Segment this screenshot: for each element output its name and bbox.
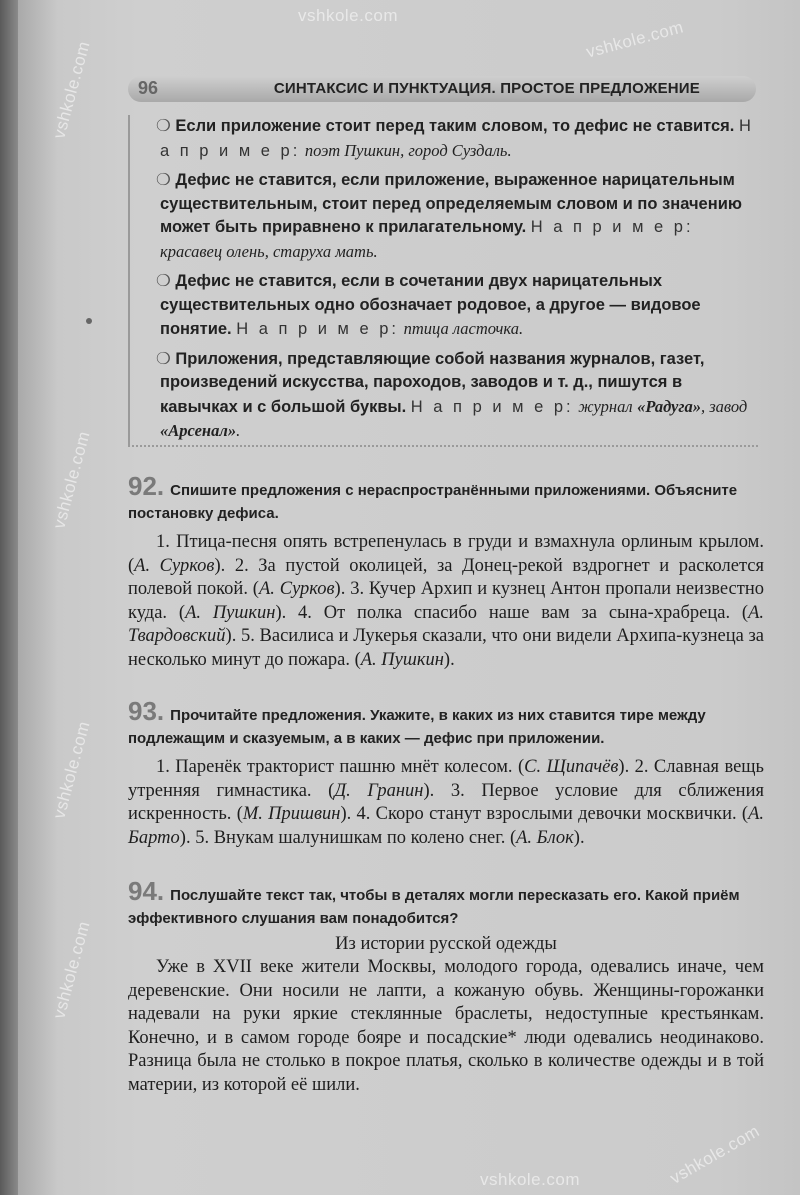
rule-example: «Радуга» — [637, 396, 701, 416]
book-spine — [0, 0, 18, 1195]
exercise-text — [128, 756, 764, 850]
instruction-text: Послушайте текст так, чтобы в деталях могли пересказать его. Какой приём эффективного слушания вам понадобится? — [128, 887, 740, 927]
author: М. Пришвин — [242, 804, 341, 824]
rule-example: журнал — [578, 396, 633, 416]
instruction-text: Прочитайте предложения. Укажите, в каких из них ставится тире между подлежащим и сказуемым, а в каких — дефис при приложении. — [128, 707, 706, 747]
example-marker: Н а п р и м е р: — [410, 397, 574, 416]
exercise-instruction — [128, 471, 764, 525]
exercise-92 — [128, 471, 765, 672]
watermark: vshkole.com — [49, 39, 94, 141]
watermark: vshkole.com — [49, 429, 94, 531]
instruction-text: Спишите предложения с нераспространёнными приложениями. Объясните постановку дефиса. — [128, 482, 738, 522]
author: С. Щипачёв — [524, 757, 619, 777]
watermark: vshkole.com — [584, 17, 686, 62]
rule-item — [130, 115, 758, 163]
sentence: ). 5. Василиса и Лукерья сказали, что они видели Архипа-кузнеца за несколько минут до пожара. ( — [128, 626, 764, 670]
author: Д. Гранин — [334, 780, 424, 801]
sentence: ). 5. Внукам шалунишкам по колено снег. ( — [179, 827, 517, 848]
rule-example: , завод — [700, 396, 748, 416]
rule-item — [130, 270, 758, 342]
rule-item — [130, 169, 758, 264]
exercise-number: 94. — [128, 876, 165, 906]
circle-bullet-icon: ❍ — [156, 171, 171, 189]
author: А. Блок — [516, 827, 574, 848]
author: А. Сурков — [258, 579, 335, 599]
sentence: ). 2. За пустой околицей, за Донец-рекой вздрогнет и расколется полевой покой. ( — [128, 555, 764, 599]
sentence: 1. Птица-песня опять встрепенулась в груди и взмахнула орлиным крылом. ( — [128, 532, 764, 576]
author: А. Пушкин — [185, 602, 276, 623]
exercise-number: 93. — [128, 696, 165, 726]
watermark: vshkole.com — [666, 1121, 763, 1188]
rule-text: Приложения, представляющие собой названия журналов, газет, произведений искусства, пароходов, заводов и т. д., пишутся в кавычках и с большой буквы. — [160, 349, 705, 416]
sentence: ). 3. Первое условие для сближения искренность. ( — [128, 780, 764, 824]
exercise-instruction — [128, 696, 764, 750]
watermark: vshkole.com — [49, 919, 94, 1021]
circle-bullet-icon: ❍ — [156, 117, 171, 135]
example-marker: Н а п р и м е р: — [530, 218, 694, 236]
exercise-instruction — [128, 876, 764, 930]
example-marker: Н а п р и м е р: — [236, 320, 400, 338]
rule-text: Дефис не ставится, если в сочетании двух нарицательных существительных одно обозначает родовое, а другое — видовое понятие. — [160, 272, 701, 338]
sentence: ). — [573, 827, 585, 848]
sentence: ). — [443, 649, 455, 670]
rule-text: Дефис не ставится, если приложение, выраженное нарицательным существительным, стоит перед определяемым словом и по значению может быть приравнено к прилагательному. — [160, 171, 742, 236]
rule-example: красавец олень, старуха мать. — [160, 241, 378, 261]
sentence: ). 4. От полка спасибо наше вам за сына-храбреца. ( — [275, 602, 749, 623]
watermark: vshkole.com — [298, 6, 398, 25]
exercise-93 — [128, 696, 764, 850]
sentence: ). 3. Кучер Архип и кузнец Антон пропали неизвестно куда. ( — [128, 579, 765, 623]
example-marker: Н а п р и м е р: — [160, 117, 754, 160]
story-text: Уже в XVII веке жители Москвы, молодого города, одевались иначе, чем деревенские. Они носили не лапти, а кожаную обувь. Женщины-горожанки надевали на руки яркие стеклянные браслеты, недоступные крестьянкам. Конечно, и в самом городе бояре и посадские* люди одевались неодинаково. Разница была не столько в покрое платья, сколько в количестве одежды и в той материи, из которой её шили. — [128, 957, 764, 1095]
sentence: 1. Паренёк тракторист пашню мнёт колесом. ( — [156, 757, 525, 777]
rule-item — [130, 348, 758, 444]
page-header — [128, 76, 756, 102]
circle-bullet-icon: ❍ — [156, 349, 171, 368]
rule-example: птица ласточка. — [403, 319, 524, 338]
author: А. Сурков — [134, 555, 215, 576]
rule-example: . — [236, 421, 241, 440]
circle-bullet-icon: ❍ — [156, 272, 171, 290]
author: А. Пушкин — [360, 649, 444, 670]
rule-text: Если приложение стоит перед таким словом, то дефис не ставится. — [175, 117, 735, 135]
rule-box — [128, 115, 758, 447]
margin-dot — [86, 318, 92, 324]
page-number: 96 — [138, 78, 159, 98]
exercise-text — [128, 531, 764, 672]
exercise-94 — [128, 876, 764, 1097]
watermark: vshkole.com — [49, 719, 94, 821]
sentence: ). 2. Славная вещь утренняя гимнастика. ( — [128, 757, 764, 801]
author: А. Твардовский — [128, 602, 764, 646]
sentence: ). 4. Скоро станут взрослыми девочки москвички. ( — [340, 804, 749, 824]
exercise-number: 92. — [128, 471, 165, 501]
page-title: СИНТАКСИС И ПУНКТУАЦИЯ. ПРОСТОЕ ПРЕДЛОЖЕНИЕ — [273, 80, 700, 97]
rule-example: «Арсенал» — [160, 421, 237, 440]
watermark: vshkole.com — [480, 1170, 580, 1189]
author: А. Барто — [128, 804, 764, 848]
story-title: Из истории русской одежды — [335, 934, 557, 954]
rule-example: поэт Пушкин, город Суздаль. — [304, 140, 512, 160]
